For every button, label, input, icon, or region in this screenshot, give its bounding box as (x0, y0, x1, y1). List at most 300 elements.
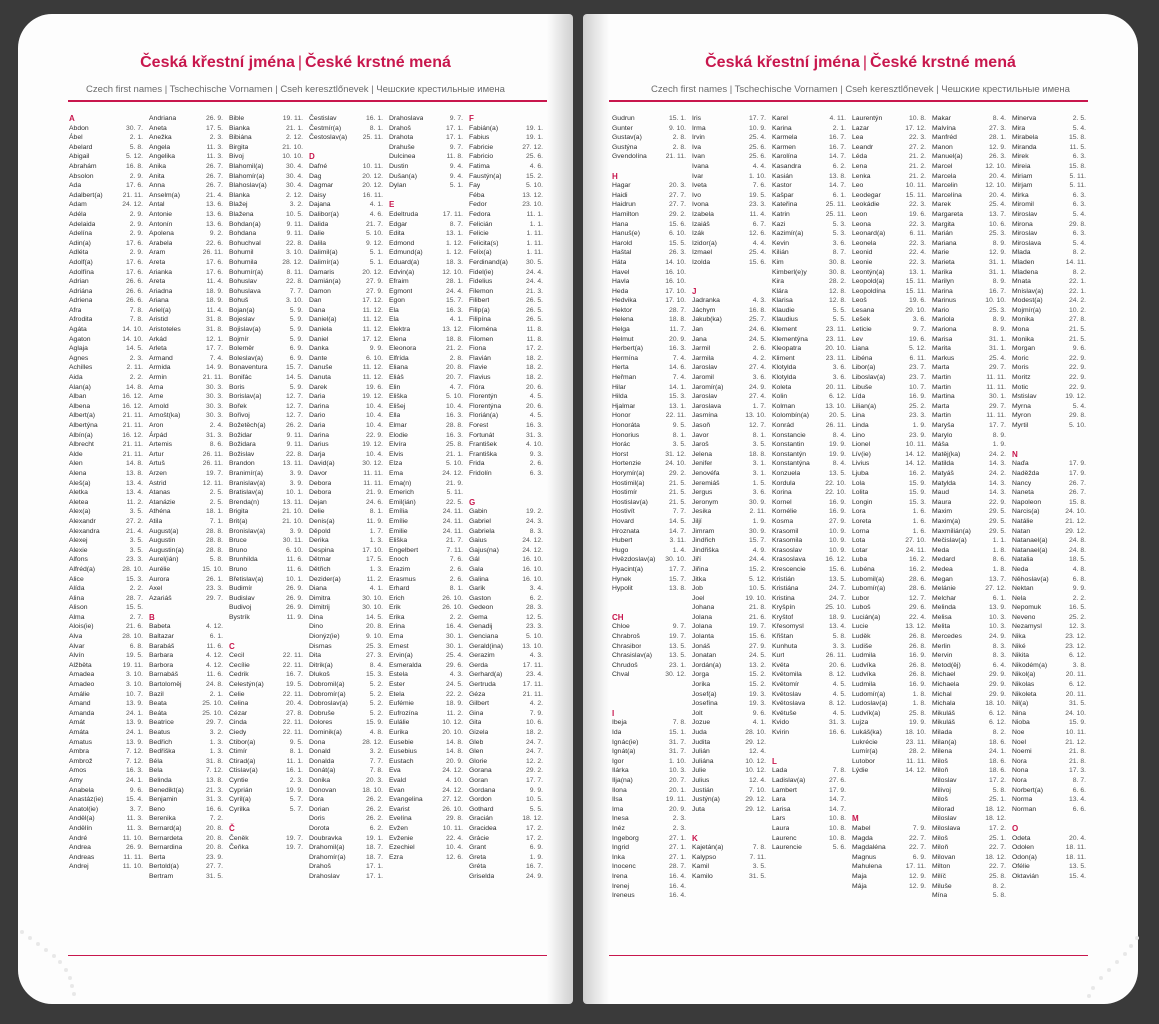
name-day-date: 27. 9. (828, 517, 846, 525)
first-name: Miranda (1012, 143, 1037, 151)
name-entry (389, 546, 469, 556)
name-entry (149, 191, 229, 201)
first-name: Meda (932, 546, 950, 554)
name-entry (229, 546, 309, 556)
name-entry (772, 344, 852, 354)
first-name: Daria (309, 422, 326, 429)
name-day-date: 16. 12. (122, 393, 143, 401)
name-entry (772, 805, 852, 815)
first-name: Damaris (309, 268, 335, 276)
first-name: Dalimír(a) (309, 258, 339, 266)
name-day-date: 8. 2. (1072, 249, 1086, 257)
first-name: Dulcinea (389, 153, 416, 161)
name-day-date: 16. 3. (125, 767, 143, 775)
first-name: Atila (149, 517, 163, 525)
name-day-date: 7. 1. (209, 517, 223, 525)
name-day-date: 1. 12. (445, 249, 463, 257)
name-entry (309, 191, 389, 201)
first-name: Dona (309, 738, 326, 746)
name-entry (1012, 747, 1092, 757)
name-entry (852, 373, 932, 383)
first-name: Achilles (69, 364, 93, 372)
first-name: Ctimír (229, 748, 248, 756)
name-day-date: 6. 7. (752, 220, 766, 228)
name-day-date: 5. 4. (1072, 124, 1086, 132)
first-name: Antonie (149, 210, 173, 218)
name-day-date: 25. 3. (365, 642, 383, 650)
first-name: Evženie (389, 834, 414, 842)
name-entry (612, 536, 692, 546)
name-entry (932, 124, 1012, 134)
first-name: Ada (69, 182, 82, 190)
name-day-date: 18. 12. (522, 815, 543, 823)
first-name: Doubravka (309, 834, 342, 842)
name-day-date: 24. 2. (988, 450, 1006, 458)
name-day-date: 21. 11. (122, 422, 143, 429)
first-name: Ludiše (852, 642, 873, 650)
first-name: Čeňka (229, 844, 249, 852)
name-day-date: 22. 4. (908, 613, 926, 621)
first-name: Hortenzie (612, 460, 642, 468)
first-name: Kornel (772, 498, 792, 506)
name-entry (932, 133, 1012, 143)
name-entry (612, 728, 692, 738)
first-name: Cyril(a) (229, 796, 251, 804)
first-name: Dimitra (309, 594, 331, 602)
name-entry (692, 373, 772, 383)
name-day-date: 24. 11. (442, 508, 463, 516)
name-day-date: 6. 8. (1072, 575, 1086, 583)
first-name: Etela (389, 690, 405, 698)
first-name: Leticie (852, 326, 872, 334)
name-entry (149, 622, 229, 632)
first-name: Johana (692, 604, 715, 612)
name-day-date: 19. 3. (748, 700, 766, 708)
first-name: Mervin (932, 652, 953, 660)
name-entry (932, 565, 1012, 575)
title-czech: Česká křestní jména (140, 54, 295, 71)
name-entry (932, 268, 1012, 278)
first-name: Miroslav (1012, 210, 1038, 218)
first-name: Donika (309, 776, 331, 784)
name-day-date: 12. 7. (285, 412, 303, 420)
first-name: Linda (852, 422, 869, 429)
name-entry (149, 661, 229, 671)
name-entry (149, 776, 229, 786)
name-entry (389, 479, 469, 489)
name-day-date: 13. 8. (205, 776, 223, 784)
spacer (469, 488, 549, 498)
name-day-date: 9. 7. (449, 143, 463, 151)
first-name: Albín(a) (69, 431, 93, 439)
first-name: Mariona (932, 326, 957, 334)
name-day-date: 3. 7. (129, 805, 143, 813)
first-name: Natálie (1012, 517, 1034, 525)
name-entry (612, 363, 692, 373)
first-name: Mojmír(a) (1012, 306, 1042, 314)
name-day-date: 26. 7. (205, 182, 223, 190)
first-name: Michala (932, 700, 956, 708)
name-day-date: 29. 9. (988, 671, 1006, 679)
first-name: Bibiána (229, 134, 252, 142)
name-entry (69, 718, 149, 728)
first-name: Ernest (389, 642, 409, 650)
name-day-date: 9. 10. (365, 633, 383, 641)
name-day-date: 18. 10. (905, 729, 926, 736)
name-day-date: 2. 3. (129, 354, 143, 362)
name-day-date: 24. 10. (665, 460, 686, 468)
name-day-date: 6. 1. (832, 191, 846, 199)
name-entry (389, 383, 469, 393)
name-entry (1012, 546, 1092, 556)
first-name: Areta (149, 278, 166, 286)
name-entry (469, 680, 549, 690)
first-name: Angela (149, 143, 171, 151)
name-day-date: 25. 11. (362, 134, 383, 142)
name-day-date: 27. 8. (285, 709, 303, 717)
name-day-date: 11. 12. (362, 316, 383, 324)
name-entry (389, 824, 469, 834)
first-name: Maryša (932, 422, 955, 429)
name-day-date: 17. 7. (748, 115, 766, 122)
name-entry (469, 402, 549, 412)
first-name: Gordana (469, 786, 496, 794)
name-entry (932, 488, 1012, 498)
name-entry (469, 469, 549, 479)
name-entry (772, 268, 852, 278)
name-entry (692, 459, 772, 469)
name-entry (612, 268, 692, 278)
name-day-date: 27. 2. (125, 517, 143, 525)
name-day-date: 16. 11. (362, 191, 383, 199)
name-entry (69, 162, 149, 172)
first-name: Dalie (309, 230, 325, 238)
first-name: Engelbert (389, 546, 419, 554)
name-day-date: 7. 8. (672, 719, 686, 727)
name-day-date: 20. 4. (1068, 834, 1086, 842)
name-entry (692, 862, 772, 872)
first-name: Ivona (692, 201, 709, 209)
first-name: Artuš (149, 460, 165, 468)
name-entry (69, 258, 149, 268)
first-name: Jaromil (692, 374, 714, 382)
first-name: Ludomír(a) (852, 690, 886, 698)
name-day-date: 3. 5. (752, 441, 766, 449)
name-day-date: 24. 12. (442, 786, 463, 794)
name-day-date: 14. 5. (668, 517, 686, 525)
first-name: Eusebie (389, 738, 414, 746)
name-day-date: 30. 4. (285, 182, 303, 190)
first-name: Horác (612, 441, 631, 449)
first-name: Ludmila (852, 681, 876, 689)
name-day-date: 14. 6. (668, 364, 686, 372)
name-entry (309, 680, 389, 690)
name-day-date: 17. 6. (205, 258, 223, 266)
first-name: Leona (852, 220, 871, 228)
name-entry (229, 258, 309, 268)
name-entry (149, 805, 229, 815)
first-name: Damon (309, 287, 331, 295)
first-name: Filoména (469, 326, 497, 334)
name-entry (69, 373, 149, 383)
name-day-date: 20. 8. (205, 824, 223, 832)
first-name: Marcelína (932, 191, 962, 199)
name-day-date: 11. 6. (286, 565, 303, 573)
name-entry (389, 411, 469, 421)
first-name: Antonín (149, 220, 173, 228)
name-entry (469, 373, 549, 383)
first-name: Nika (1012, 633, 1026, 641)
name-day-date: 28. 1. (445, 278, 463, 286)
name-entry (932, 239, 1012, 249)
name-entry (469, 248, 549, 258)
first-name: Egmont (389, 287, 413, 295)
first-name: Jolana (692, 623, 713, 631)
name-entry (612, 152, 692, 162)
first-name: Jáchym (692, 306, 716, 314)
name-entry (309, 670, 389, 680)
first-name: Erik (389, 604, 401, 612)
name-entry (772, 277, 852, 287)
name-entry (389, 805, 469, 815)
name-entry (309, 507, 389, 517)
name-entry (309, 287, 389, 297)
name-day-date: 8. 7. (1072, 776, 1086, 784)
name-day-date: 5. 3. (832, 230, 846, 238)
first-name: Eufémie (389, 700, 414, 708)
name-entry (309, 795, 389, 805)
first-name: Dita (309, 652, 322, 660)
first-name: Libor(a) (852, 364, 876, 372)
name-entry (149, 315, 229, 325)
name-day-date: 4. 6. (529, 162, 543, 170)
name-entry (612, 546, 692, 556)
first-name: Marilyn (932, 278, 954, 286)
name-entry (69, 507, 149, 517)
name-entry (1012, 143, 1092, 153)
name-entry (852, 670, 932, 680)
name-entry (1012, 124, 1092, 134)
name-entry (309, 786, 389, 796)
first-name: Apolena (149, 230, 174, 238)
name-entry (69, 124, 149, 134)
name-entry (932, 450, 1012, 460)
first-name: Gabriela (469, 527, 495, 535)
page-title (583, 54, 1138, 72)
first-name: Atanázie (149, 498, 176, 506)
first-name: Dorota (309, 824, 330, 832)
first-name: Adelaida (69, 220, 96, 228)
first-name: Agnes (69, 354, 89, 362)
first-name: Miloš (932, 757, 948, 765)
first-name: Andrea (69, 844, 91, 852)
name-day-date: 5. 1. (369, 258, 383, 266)
first-name: Filemon (469, 287, 494, 295)
name-entry (612, 124, 692, 134)
name-entry (389, 728, 469, 738)
name-day-date: 4. 12. (205, 623, 223, 631)
name-day-date: 28. 2. (908, 748, 926, 756)
name-day-date: 13. 1. (908, 268, 926, 276)
name-entry (692, 603, 772, 613)
first-name: Megan (932, 575, 953, 583)
name-day-date: 17. 2. (525, 824, 543, 832)
name-entry (149, 507, 229, 517)
first-name: Jeronym (692, 498, 719, 506)
first-name: Miloň (932, 844, 949, 852)
name-day-date: 1. 11. (526, 230, 543, 238)
name-day-date: 2. 4. (209, 422, 223, 429)
name-day-date: 4. 7. (449, 383, 463, 391)
name-entry (1012, 517, 1092, 527)
name-entry (932, 363, 1012, 373)
name-day-date: 8. 12. (828, 671, 846, 679)
name-entry (1012, 258, 1092, 268)
first-name: Kleopatra (772, 345, 802, 353)
first-name: Medea (932, 565, 953, 573)
name-day-date: 21. 5. (1068, 335, 1086, 343)
first-name: Dora (309, 796, 324, 804)
name-entry (149, 718, 229, 728)
first-name: Magda (852, 834, 873, 842)
name-day-date: 31. 5. (1068, 700, 1086, 708)
name-entry (309, 344, 389, 354)
name-entry (229, 191, 309, 201)
name-day-date: 8. 2. (1072, 268, 1086, 276)
first-name: Aron (149, 422, 164, 429)
name-day-date: 19. 12. (1065, 393, 1086, 401)
name-day-date: 17. 1. (445, 134, 463, 142)
name-day-date: 13. 10. (825, 402, 846, 410)
name-entry (932, 690, 1012, 700)
name-entry (469, 575, 549, 585)
name-day-date: 4. 11. (829, 115, 846, 122)
first-name: Krescencie (772, 565, 806, 573)
name-day-date: 5. 12. (748, 575, 766, 583)
name-entry (69, 335, 149, 345)
name-entry (149, 728, 229, 738)
first-name: Leonela (852, 239, 877, 247)
first-name: Bernard(a) (149, 824, 182, 832)
name-entry (69, 239, 149, 249)
first-name: Danuta (309, 374, 331, 382)
name-entry (692, 392, 772, 402)
first-name: Eustach (389, 757, 414, 765)
name-entry (229, 747, 309, 757)
first-name: Krasomila (772, 537, 803, 545)
name-day-date: 2. 5. (209, 489, 223, 497)
name-day-date: 13. 10. (522, 642, 543, 650)
first-name: Dionýz(ie) (309, 633, 340, 641)
name-entry (932, 728, 1012, 738)
first-name: Lubor (852, 594, 870, 602)
name-day-date: 14. 10. (122, 335, 143, 343)
name-day-date: 15. 9. (908, 489, 926, 497)
name-entry (772, 152, 852, 162)
name-entry (229, 795, 309, 805)
name-entry (149, 709, 229, 719)
name-day-date: 18. 10. (362, 786, 383, 794)
first-name: Armand (149, 354, 173, 362)
first-name: Bořivoj (229, 412, 250, 420)
first-name: Debora (309, 489, 332, 497)
name-day-date: 11. 8. (446, 153, 463, 161)
first-name: Nikodém(a) (1012, 661, 1048, 669)
name-entry (772, 670, 852, 680)
first-name: Adrian (69, 278, 89, 286)
first-name: Miloš (932, 834, 948, 842)
name-day-date: 21. 4. (125, 527, 143, 535)
first-name: Elvíra (389, 441, 407, 449)
name-day-date: 19. 11. (282, 115, 303, 122)
name-entry (612, 114, 692, 124)
name-day-date: 10. 5. (525, 796, 543, 804)
name-day-date: 14. 10. (122, 326, 143, 334)
name-day-date: 15. 9. (908, 479, 926, 487)
name-day-date: 28. 7. (668, 306, 686, 314)
name-day-date: 9. 2. (209, 230, 223, 238)
name-day-date: 27. 12. (442, 796, 463, 804)
name-entry (1012, 383, 1092, 393)
first-name: Drahota (389, 134, 414, 142)
first-name: Makar (932, 115, 951, 122)
name-day-date: 9. 9. (1072, 585, 1086, 593)
first-name: Kurt (772, 652, 785, 660)
name-entry (772, 162, 852, 172)
first-name: Mnata (1012, 278, 1031, 286)
name-day-date: 2. 7. (129, 613, 143, 621)
name-entry (852, 862, 932, 872)
first-name: Nancy (1012, 479, 1032, 487)
name-day-date: 17. 3. (1068, 767, 1086, 775)
name-day-date: 27. 7. (668, 201, 686, 209)
name-day-date: 5. 12. (908, 345, 926, 353)
name-day-date: 9. 9. (529, 786, 543, 794)
first-name: Ignác(ie) (612, 738, 639, 746)
name-day-date: 26. 5. (525, 297, 543, 305)
page-subtitle: Czech first names | Tschechische Vornamen | Cseh keresztlőnevek | Чешские крестильные имена (86, 84, 505, 95)
name-entry (612, 527, 692, 537)
name-day-date: 11. 4. (206, 278, 223, 286)
first-name: Ludvíka (852, 671, 876, 679)
first-name: Daisy (309, 191, 326, 199)
name-entry (469, 143, 549, 153)
first-name: Arne (149, 393, 164, 401)
name-day-date: 7. 8. (832, 767, 846, 775)
first-name: Kašpar (772, 191, 794, 199)
name-day-date: 21. 6. (748, 613, 766, 621)
name-entry (692, 411, 772, 421)
first-name: Gvendolína (612, 153, 647, 161)
name-entry (932, 680, 1012, 690)
name-entry (852, 622, 932, 632)
name-entry (1012, 622, 1092, 632)
first-name: Morgan (1012, 345, 1036, 353)
name-entry (389, 584, 469, 594)
name-day-date: 4. 9. (752, 546, 766, 554)
name-entry (389, 575, 469, 585)
name-entry (612, 651, 692, 661)
name-day-date: 2. 2. (129, 374, 143, 382)
name-entry (1012, 344, 1092, 354)
first-name: Kristiána (772, 585, 799, 593)
name-day-date: 24. 10. (1065, 709, 1086, 717)
first-name: Juliána (692, 757, 714, 765)
first-name: Fiona (469, 345, 487, 353)
first-name: Narcis(a) (1012, 508, 1040, 516)
name-entry (772, 517, 852, 527)
name-day-date: 11. 2. (126, 498, 143, 506)
